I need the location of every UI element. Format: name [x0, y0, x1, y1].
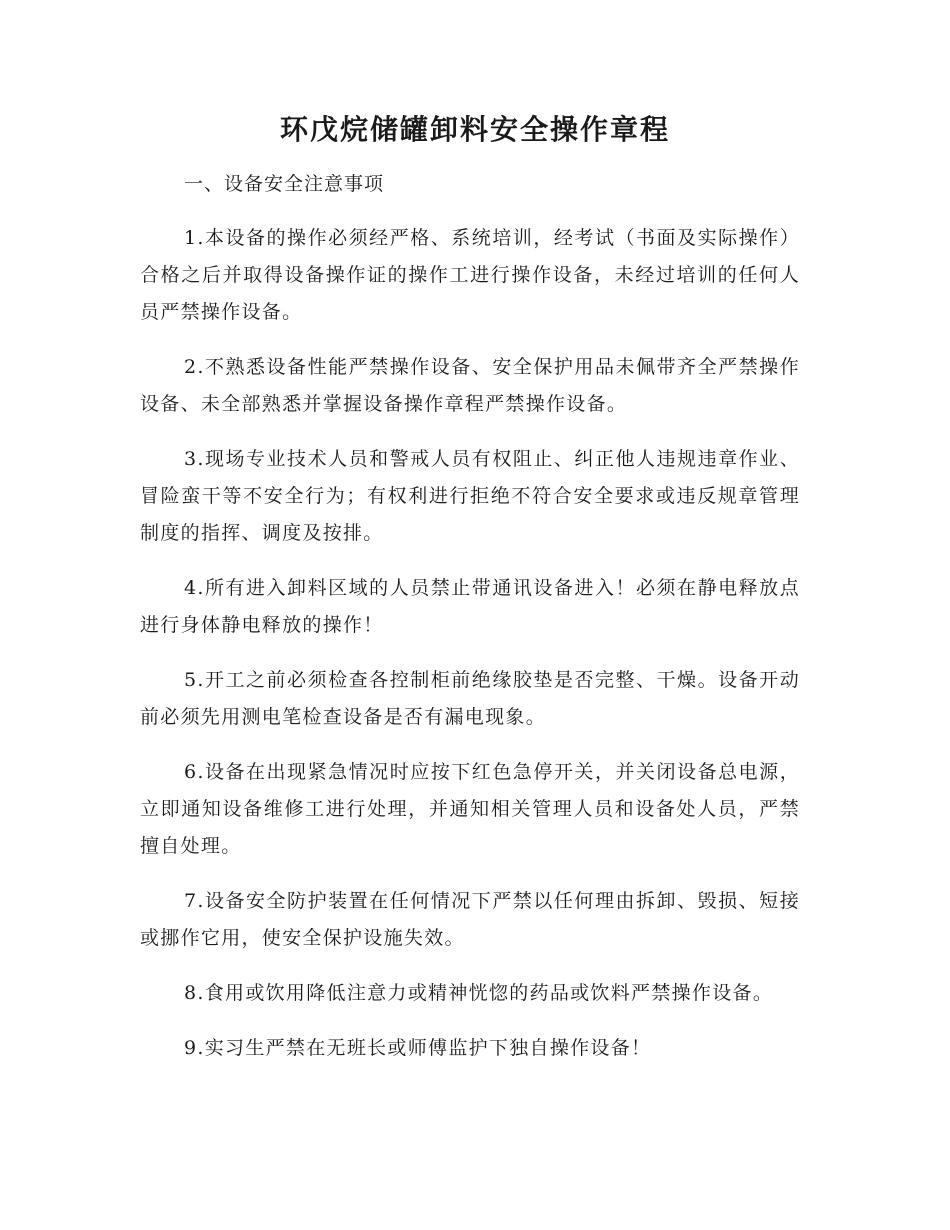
document-body	[140, 166, 800, 1085]
paragraph-item-1: 1.本设备的操作必须经严格、系统培训，经考试（书面及实际操作）合格之后并取得设备操作证的操作工进行操作设备，未经过培训的任何人员严禁操作设备。	[140, 227, 800, 323]
paragraph-item-6: 6.设备在出现紧急情况时应按下红色急停开关，并关闭设备总电源，立即通知设备维修工进行处理，并通知相关管理人员和设备处人员，严禁擅自处理。	[140, 761, 800, 857]
paragraph-item-7: 7.设备安全防护装置在任何情况下严禁以任何理由拆卸、毁损、短接或挪作它用，使安全保护设施失效。	[140, 890, 800, 949]
paragraph-item-3: 3.现场专业技术人员和警戒人员有权阻止、纠正他人违规违章作业、冒险蛮干等不安全行为；有权利进行拒绝不符合安全要求或违反规章管理制度的指挥、调度及按排。	[140, 448, 800, 544]
paragraph-item-4: 4.所有进入卸料区域的人员禁止带通讯设备进入！必须在静电释放点进行身体静电释放的操作！	[140, 577, 800, 636]
section-heading: 一、设备安全注意事项	[184, 173, 385, 195]
paragraph-item-9: 9.实习生严禁在无班长或师傅监护下独自操作设备！	[184, 1037, 652, 1059]
paragraph-item-5: 5.开工之前必须检查各控制柜前绝缘胶垫是否完整、干燥。设备开动前必须先用测电笔检查设备是否有漏电现象。	[140, 669, 800, 728]
paragraph-item-2: 2.不熟悉设备性能严禁操作设备、安全保护用品未佩带齐全严禁操作设备、未全部熟悉并掌握设备操作章程严禁操作设备。	[140, 356, 800, 415]
page-title: 环戊烷储罐卸料安全操作章程	[279, 113, 670, 146]
paragraph-item-8: 8.食用或饮用降低注意力或精神恍惚的药品或饮料严禁操作设备。	[184, 982, 774, 1004]
